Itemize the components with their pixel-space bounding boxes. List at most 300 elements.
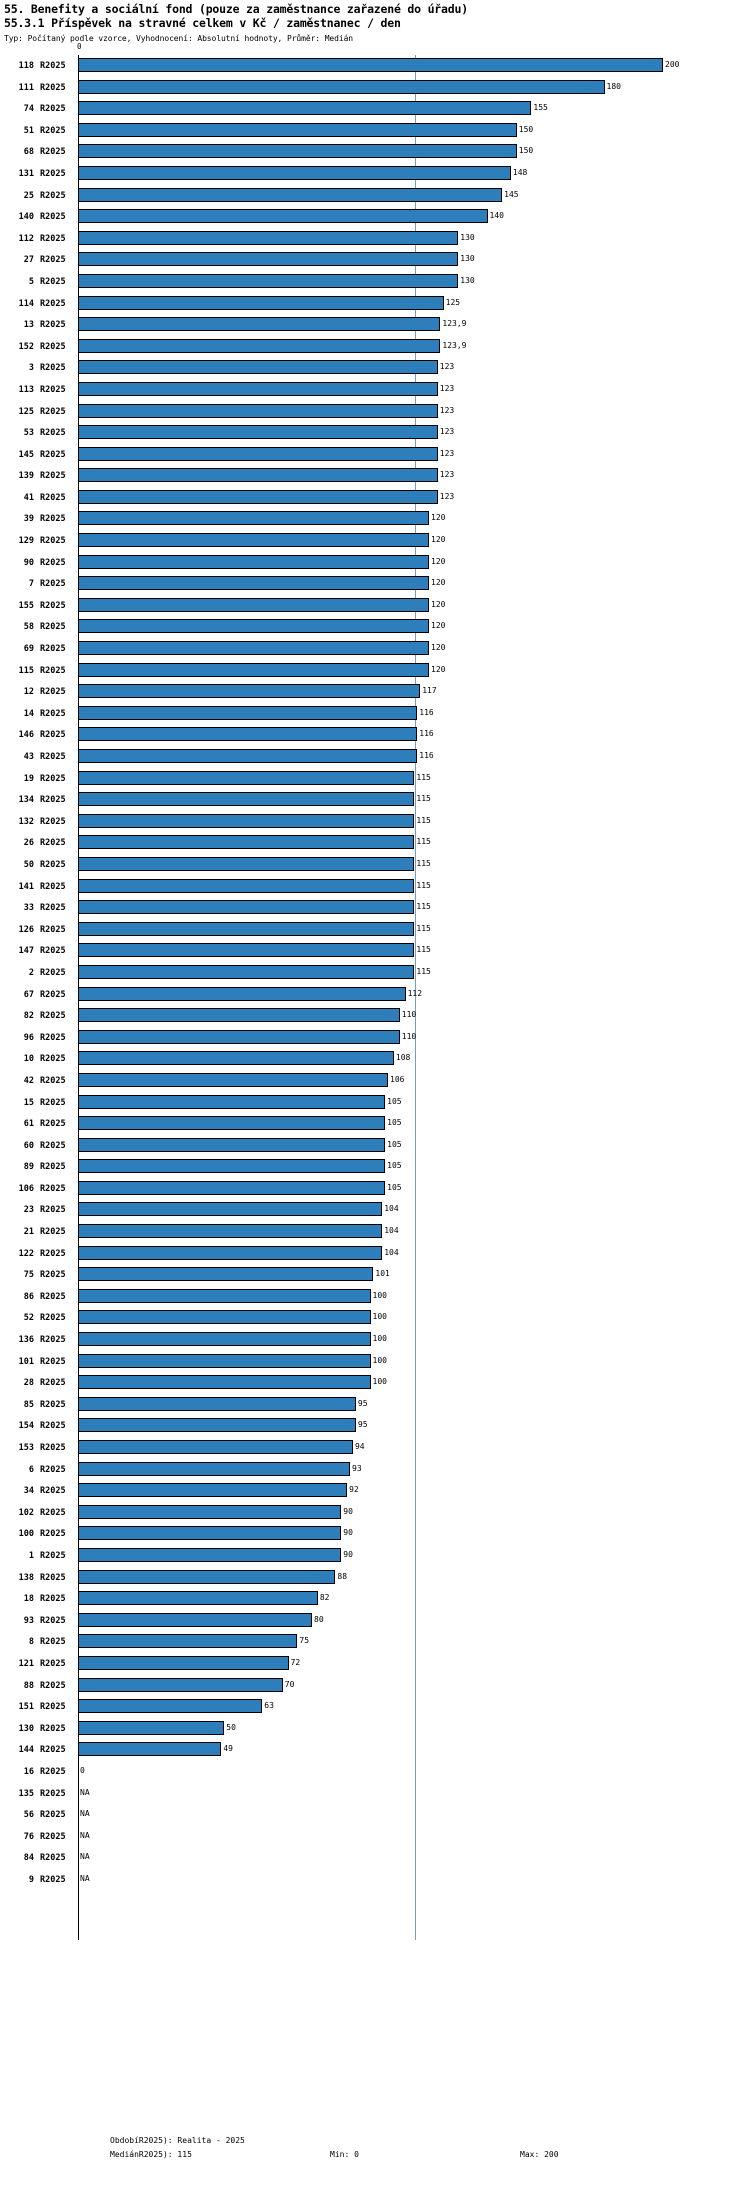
row-period-label: R2025 <box>40 903 66 914</box>
row-period-label: R2025 <box>40 1291 66 1302</box>
bar-container <box>78 468 746 482</box>
bar <box>78 123 517 137</box>
bar <box>78 663 429 677</box>
table-row <box>0 98 750 120</box>
row-period-label: R2025 <box>40 795 66 806</box>
bar-container <box>78 1634 746 1648</box>
row-category-label: 115 <box>18 665 34 676</box>
bar <box>78 555 429 569</box>
table-row <box>0 185 750 207</box>
bar <box>78 1289 371 1303</box>
bar-container <box>78 1095 746 1109</box>
row-period-label: R2025 <box>40 665 66 676</box>
bar-value-label: NA <box>80 1787 90 1797</box>
row-period-label: R2025 <box>40 341 66 352</box>
table-row <box>0 1243 750 1265</box>
bar-value-label: 82 <box>319 1593 330 1603</box>
row-category-label: 5 <box>28 276 34 287</box>
row-period-label: R2025 <box>40 212 66 223</box>
bar-value-label: 100 <box>372 1377 387 1387</box>
bar <box>78 1678 283 1692</box>
table-row <box>0 876 750 898</box>
row-period-label: R2025 <box>40 1162 66 1173</box>
bar <box>78 814 414 828</box>
bar-container <box>78 771 746 785</box>
bar-container <box>78 922 746 936</box>
bar-value-label: 145 <box>504 189 519 199</box>
row-period-label: R2025 <box>40 406 66 417</box>
table-row <box>0 1307 750 1329</box>
row-category-label: 26 <box>23 838 34 849</box>
row-category-label: 145 <box>18 449 34 460</box>
bar-container <box>78 1483 746 1497</box>
row-period-label: R2025 <box>40 881 66 892</box>
bar-container <box>78 1872 746 1886</box>
row-category-label: 102 <box>18 1507 34 1518</box>
bar-value-label: 104 <box>384 1226 399 1236</box>
row-period-label: R2025 <box>40 1356 66 1367</box>
table-row <box>0 1804 750 1826</box>
table-row <box>0 249 750 271</box>
row-period-label: R2025 <box>40 1378 66 1389</box>
bar <box>78 1418 356 1432</box>
bar <box>78 533 429 547</box>
row-period-label: R2025 <box>40 276 66 287</box>
bar <box>78 1051 394 1065</box>
bar <box>78 166 511 180</box>
row-category-label: 52 <box>23 1313 34 1324</box>
row-category-label: 85 <box>23 1399 34 1410</box>
row-category-label: 118 <box>18 61 34 71</box>
bar-value-label: 115 <box>416 837 431 847</box>
bar-value-label: 63 <box>264 1701 274 1711</box>
bar-value-label: 180 <box>606 81 621 91</box>
bar-value-label: 120 <box>431 621 446 631</box>
bar-container <box>78 1030 746 1044</box>
row-period-label: R2025 <box>40 1874 66 1885</box>
row-period-label: R2025 <box>40 1766 66 1777</box>
bar-container <box>78 1008 746 1022</box>
bar-container <box>78 814 746 828</box>
row-period-label: R2025 <box>40 255 66 266</box>
row-category-label: 136 <box>18 1335 34 1346</box>
bar <box>78 447 438 461</box>
table-row <box>0 1221 750 1243</box>
bar-container <box>78 382 746 396</box>
bar-container <box>78 1505 746 1519</box>
row-period-label: R2025 <box>40 859 66 870</box>
row-period-label: R2025 <box>40 536 66 547</box>
table-row <box>0 616 750 638</box>
row-period-label: R2025 <box>40 1075 66 1086</box>
bar-container <box>78 1354 746 1368</box>
bar-value-label: 104 <box>384 1204 399 1214</box>
table-row <box>0 228 750 250</box>
row-category-label: 121 <box>18 1658 34 1669</box>
table-row <box>0 487 750 509</box>
row-category-label: 140 <box>18 212 34 223</box>
row-category-label: 58 <box>23 622 34 633</box>
row-period-label: R2025 <box>40 514 66 525</box>
bar-container <box>78 641 746 655</box>
row-period-label: R2025 <box>40 125 66 136</box>
bar <box>78 382 438 396</box>
table-row <box>0 1329 750 1351</box>
bar-value-label: 120 <box>431 643 446 653</box>
row-category-label: 125 <box>18 406 34 417</box>
row-period-label: R2025 <box>40 1486 66 1497</box>
bar-value-label: 200 <box>665 60 680 69</box>
row-category-label: 8 <box>28 1637 34 1648</box>
row-period-label: R2025 <box>40 1097 66 1108</box>
title-block <box>4 2 746 45</box>
table-row <box>0 897 750 919</box>
table-row <box>0 638 750 660</box>
row-period-label: R2025 <box>40 1183 66 1194</box>
row-category-label: 34 <box>23 1486 34 1497</box>
bar-container <box>78 1526 746 1540</box>
bar-value-label: 104 <box>384 1247 399 1257</box>
bar-value-label: 123,9 <box>442 319 467 329</box>
row-category-label: 132 <box>18 816 34 827</box>
bar-value-label: 105 <box>387 1139 402 1149</box>
table-row <box>0 1567 750 1589</box>
bar-value-label: NA <box>80 1830 90 1840</box>
row-period-label: R2025 <box>40 622 66 633</box>
bar-value-label: 0 <box>80 1765 85 1775</box>
table-row <box>0 1135 750 1157</box>
table-row <box>0 1588 750 1610</box>
bar-container <box>78 857 746 871</box>
bar-value-label: 94 <box>354 1442 365 1451</box>
table-row <box>0 444 750 466</box>
bar <box>78 101 531 115</box>
table-row <box>0 1178 750 1200</box>
row-category-label: 69 <box>23 644 34 655</box>
bar-value-label: 100 <box>372 1290 387 1300</box>
bar-value-label: 123 <box>439 427 455 437</box>
bar-value-label: 115 <box>416 772 431 782</box>
bar-container <box>78 1699 746 1713</box>
row-category-label: 138 <box>18 1572 34 1583</box>
row-period-label: R2025 <box>40 1637 66 1648</box>
table-row <box>0 811 750 833</box>
bar-container <box>78 339 746 353</box>
row-period-label: R2025 <box>40 1507 66 1518</box>
row-period-label: R2025 <box>40 1335 66 1346</box>
bar-rows <box>0 55 750 1890</box>
bar-value-label: 72 <box>290 1657 301 1667</box>
row-category-label: 101 <box>18 1356 34 1367</box>
table-row <box>0 1783 750 1805</box>
table-row <box>0 1113 750 1135</box>
table-row <box>0 1631 750 1653</box>
bar <box>78 1634 297 1648</box>
bar <box>78 771 414 785</box>
bar-value-label: 92 <box>349 1485 359 1495</box>
bar <box>78 857 414 871</box>
row-category-label: 41 <box>23 492 34 503</box>
bar-container <box>78 188 746 202</box>
bar-value-label: 155 <box>533 103 548 113</box>
bar-container <box>78 511 746 525</box>
bar-container <box>78 706 746 720</box>
bar-container <box>78 296 746 310</box>
bar-container <box>78 1613 746 1627</box>
table-row <box>0 940 750 962</box>
bar <box>78 922 414 936</box>
row-category-label: 112 <box>18 233 34 244</box>
bar-value-label: 90 <box>343 1549 353 1559</box>
row-category-label: 43 <box>23 752 34 762</box>
row-period-label: R2025 <box>40 1723 66 1734</box>
table-row <box>0 1739 750 1761</box>
bar <box>78 1570 335 1584</box>
row-period-label: R2025 <box>40 1658 66 1669</box>
bar-value-label: NA <box>80 1809 90 1819</box>
table-row <box>0 141 750 163</box>
bar-value-label: 116 <box>419 751 434 760</box>
bar-value-label: 95 <box>357 1420 368 1430</box>
bar-container <box>78 1570 746 1584</box>
bar <box>78 468 438 482</box>
row-period-label: R2025 <box>40 1572 66 1583</box>
bar <box>78 1397 356 1411</box>
x-axis-origin-label: 0 <box>77 42 82 51</box>
chart-title-line-1: 55. Benefity a sociální fond (pouze za zaměstnance zařazené do úřadu) <box>4 2 468 16</box>
row-period-label: R2025 <box>40 1831 66 1842</box>
bar-container <box>78 576 746 590</box>
row-category-label: 50 <box>23 859 34 870</box>
table-row <box>0 1653 750 1675</box>
table-row <box>0 1718 750 1740</box>
row-period-label: R2025 <box>40 989 66 1000</box>
bar-value-label: 120 <box>431 535 446 545</box>
row-category-label: 141 <box>18 881 34 892</box>
bar-container <box>78 1742 746 1756</box>
bar <box>78 274 458 288</box>
row-category-label: 53 <box>23 428 34 439</box>
table-row <box>0 1761 750 1783</box>
row-category-label: 114 <box>18 298 34 309</box>
bar <box>78 619 429 633</box>
row-category-label: 39 <box>23 514 34 525</box>
bar-container <box>78 80 746 94</box>
bar <box>78 900 414 914</box>
bar-value-label: 108 <box>395 1053 411 1063</box>
row-category-label: 130 <box>18 1723 34 1734</box>
chart-title-line-2: 55.3.1 Příspěvek na stravné celkem v Kč / zaměstnanec / den <box>4 16 401 30</box>
table-row <box>0 422 750 444</box>
row-category-label: 23 <box>23 1205 34 1216</box>
bar <box>78 1462 350 1476</box>
bar-value-label: 93 <box>352 1463 362 1473</box>
row-period-label: R2025 <box>40 320 66 331</box>
bar-container <box>78 598 746 612</box>
footer-period: ObdobíR2025): Realita - 2025 <box>110 2136 245 2145</box>
table-row <box>0 1696 750 1718</box>
bar <box>78 404 438 418</box>
row-period-label: R2025 <box>40 600 66 611</box>
bar <box>78 490 438 504</box>
table-row <box>0 595 750 617</box>
bar-value-label: 115 <box>416 923 431 933</box>
chart-subtitle: Typ: Počítaný podle vzorce, Vyhodnocení: Absolutní hodnoty, Průměr: Medián <box>4 34 354 43</box>
bar-container <box>78 1375 746 1389</box>
bar-value-label: 70 <box>284 1679 295 1689</box>
bar-value-label: 115 <box>416 794 431 804</box>
bar <box>78 1613 312 1627</box>
row-period-label: R2025 <box>40 708 66 719</box>
row-period-label: R2025 <box>40 1443 66 1453</box>
bar-value-label: 106 <box>390 1074 405 1084</box>
table-row <box>0 1480 750 1502</box>
row-period-label: R2025 <box>40 1313 66 1324</box>
bar-container <box>78 987 746 1001</box>
bar <box>78 1181 385 1195</box>
bar-value-label: 115 <box>416 880 431 890</box>
bar-value-label: 115 <box>416 902 431 912</box>
bar-container <box>78 965 746 979</box>
row-category-label: 27 <box>23 255 34 266</box>
bar-container <box>78 555 746 569</box>
bar <box>78 749 417 763</box>
row-category-label: 1 <box>28 1550 34 1561</box>
bar-value-label: 115 <box>416 945 431 955</box>
bar-container <box>78 1332 746 1346</box>
bar-container <box>78 360 746 374</box>
bar-container <box>78 900 746 914</box>
bar <box>78 511 429 525</box>
bar <box>78 58 663 72</box>
bar <box>78 1354 371 1368</box>
table-row <box>0 703 750 725</box>
table-row <box>0 768 750 790</box>
row-category-label: 13 <box>23 320 34 331</box>
bar-value-label: 112 <box>407 988 423 998</box>
row-category-label: 18 <box>23 1594 34 1605</box>
bar-value-label: 130 <box>460 232 475 242</box>
table-row <box>0 314 750 336</box>
bar <box>78 339 440 353</box>
bar-value-label: 125 <box>445 297 461 307</box>
bar <box>78 706 417 720</box>
bar <box>78 1246 382 1260</box>
table-row <box>0 919 750 941</box>
bar-value-label: 116 <box>419 729 434 739</box>
row-period-label: R2025 <box>40 1011 66 1022</box>
row-period-label: R2025 <box>40 579 66 590</box>
table-row <box>0 681 750 703</box>
bar <box>78 965 414 979</box>
bar <box>78 1591 318 1605</box>
bar-value-label: 105 <box>387 1182 402 1192</box>
bar-container <box>78 1202 746 1216</box>
bar-container <box>78 1181 746 1195</box>
row-period-label: R2025 <box>40 61 66 71</box>
bar-value-label: 105 <box>387 1118 402 1128</box>
footer-max: Max: 200 <box>520 2150 559 2159</box>
bar-value-label: 105 <box>387 1161 402 1171</box>
bar-container <box>78 1764 746 1778</box>
row-category-label: 7 <box>28 579 34 590</box>
row-category-label: 126 <box>18 924 34 935</box>
row-period-label: R2025 <box>40 816 66 827</box>
bar-value-label: 150 <box>518 146 534 156</box>
row-category-label: 93 <box>23 1615 34 1626</box>
table-row <box>0 746 750 768</box>
row-category-label: 74 <box>23 104 34 115</box>
row-period-label: R2025 <box>40 1205 66 1216</box>
bar <box>78 1138 385 1152</box>
bar-container <box>78 1224 746 1238</box>
bar <box>78 1095 385 1109</box>
bar-container <box>78 1786 746 1800</box>
row-category-label: 90 <box>23 557 34 568</box>
row-period-label: R2025 <box>40 967 66 978</box>
bar-value-label: 115 <box>416 966 431 976</box>
bar-value-label: 148 <box>512 167 528 177</box>
bar-value-label: 90 <box>343 1506 353 1516</box>
bar <box>78 792 414 806</box>
row-period-label: R2025 <box>40 644 66 655</box>
bar <box>78 1267 373 1281</box>
table-row <box>0 1156 750 1178</box>
row-category-label: 15 <box>23 1097 34 1108</box>
row-category-label: 76 <box>23 1831 34 1842</box>
bar <box>78 1202 382 1216</box>
row-category-label: 67 <box>23 989 34 1000</box>
table-row <box>0 552 750 574</box>
bar-container <box>78 727 746 741</box>
row-period-label: R2025 <box>40 924 66 935</box>
row-period-label: R2025 <box>40 1615 66 1626</box>
bar-value-label: 110 <box>401 1031 417 1041</box>
bar-value-label: 123,9 <box>442 340 467 350</box>
bar-value-label: 130 <box>460 275 475 285</box>
row-period-label: R2025 <box>40 730 66 741</box>
bar-value-label: 80 <box>314 1614 324 1624</box>
bar-container <box>78 447 746 461</box>
table-row <box>0 206 750 228</box>
table-row <box>0 724 750 746</box>
row-category-label: 89 <box>23 1162 34 1173</box>
bar-container <box>78 166 746 180</box>
bar-container <box>78 1850 746 1864</box>
row-category-label: 75 <box>23 1270 34 1281</box>
bar <box>78 1116 385 1130</box>
row-period-label: R2025 <box>40 1550 66 1561</box>
bar <box>78 1008 400 1022</box>
bar-value-label: 101 <box>375 1269 390 1279</box>
row-category-label: 129 <box>18 536 34 547</box>
row-category-label: 21 <box>23 1227 34 1238</box>
table-row <box>0 1199 750 1221</box>
table-row <box>0 530 750 552</box>
bar <box>78 684 420 698</box>
row-category-label: 135 <box>18 1788 34 1799</box>
row-period-label: R2025 <box>40 147 66 158</box>
bar-container <box>78 404 746 418</box>
row-category-label: 33 <box>23 903 34 914</box>
bar <box>78 1073 388 1087</box>
row-period-label: R2025 <box>40 557 66 568</box>
bar-container <box>78 1116 746 1130</box>
bar-container <box>78 101 746 115</box>
row-period-label: R2025 <box>40 471 66 482</box>
row-period-label: R2025 <box>40 428 66 439</box>
row-category-label: 154 <box>18 1421 34 1432</box>
